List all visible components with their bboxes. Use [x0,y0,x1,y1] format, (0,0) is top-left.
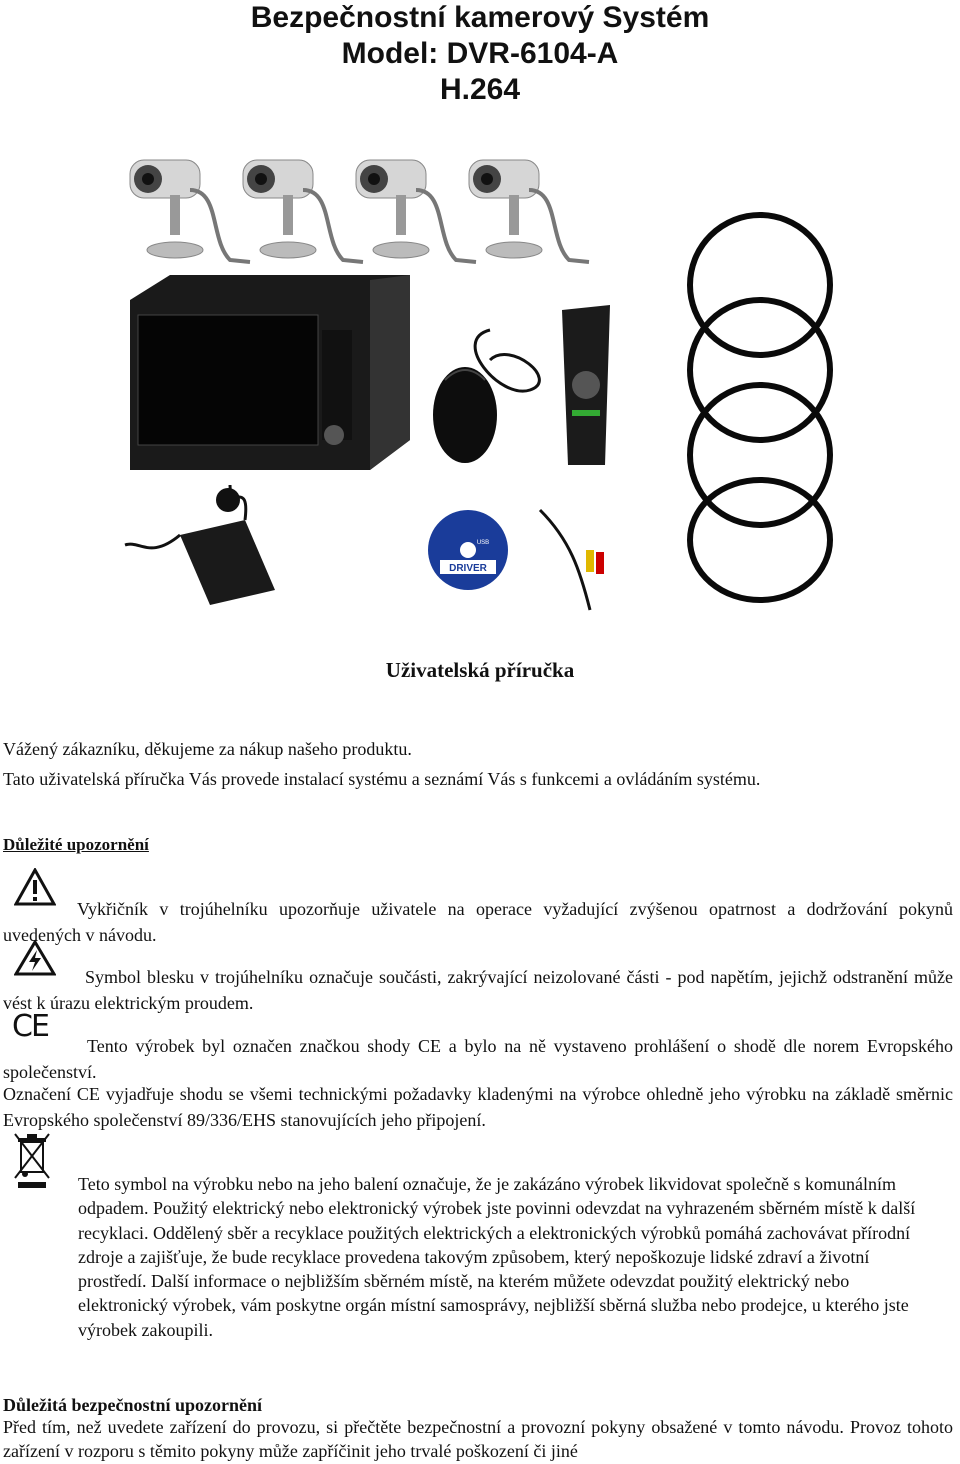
weee-text: Teto symbol na výrobku nebo na jeho balení označuje, že je zakázáno výrobek likvidovat společně s komunálním odpadem. Použitý elektrický nebo elektronický výrobek jste povinni odevzdat na vyhrazeném sběrném místě k další recyklaci. Oddělený sběr a recyklace použitých elektrických a elektronických výrobků pomáhá zachovávat přírodní zdroje a zajišťuje, že bude recyklace provedena takovým způsobem, který nepoškozuje lidské zdraví a životní prostředí. Další informace o nejbližším sběrném místě, na kterém můžete odevzdat použitý elektrický nebo elektronický výrobek, vám poskytne orgán místní samosprávy, nejbližší sběrná služba nebo prodejce, u kterého jste výrobek zakoupili. [78,1174,916,1340]
title-line-2: Model: DVR-6104-A [341,37,619,70]
mouse-icon [433,367,497,463]
title-line-3: H.264 [439,73,521,106]
disc-label: DRIVER [449,563,487,574]
safety-text: Před tím, než uvedete zařízení do provozu, si přečtěte bezpečnostní a provozní pokyny obsažené v tomto návodu. Provoz tohoto zařízení v rozporu s těmito pokyny může zapříčinit jeho trvalé poškození či jiné [3,1417,953,1461]
product-kit-photo [110,140,850,620]
camera-2-icon [243,160,363,262]
bnc-cable-coils-icon [690,215,830,600]
dvr-monitor-icon [130,275,410,470]
title-line-1: Bezpečnostní kamerový Systém [250,1,710,34]
av-cable-icon [540,510,604,610]
lightning-text: Symbol blesku v trojúhelníku označuje součásti, zakrývající neizolované části - pod napětím, jejichž odstranění může vést k úrazu elektrickým proudem. [3,967,953,1013]
weee-bin-icon [12,1130,52,1190]
important-notice-heading: Důležité upozornění [3,835,149,854]
power-adapter-icon [125,485,275,605]
intro-line-2: Tato uživatelská příručka Vás provede instalací systému a seznámí Vás s funkcemi a ovládáním systému. [3,769,761,789]
ce-mark-icon: CE [12,1009,48,1044]
intro-line-1: Vážený zákazníku, děkujeme za nákup našeho produktu. [3,739,412,759]
manual-heading: Uživatelská příručka [385,658,575,682]
camera-1-icon [130,160,250,262]
camera-4-icon [469,160,589,262]
disc-brand: USB [476,540,490,546]
ce-text: Tento výrobek byl označen značkou shody CE a bylo na ně vystaveno prohlášení o shodě dle norem Evropského společenství. [3,1036,953,1082]
safety-heading: Důležitá bezpečnostní upozornění [3,1395,262,1415]
exclamation-text: Vykřičník v trojúhelníku upozorňuje uživatele na operace vyžadující zvýšenou opatrnost a dodržování pokynů uvedených v návodu. [3,899,953,945]
remote-control-icon [562,305,610,465]
driver-cd-icon [428,510,508,590]
camera-3-icon [356,160,476,262]
ce-text-2: Označení CE vyjadřuje shodu se všemi technickými požadavky kladenými na výrobce ohledně jeho výrobku na základě směrnic Evropského společenství 89/336/EHS stanovujících jeho připojení. [3,1084,953,1130]
